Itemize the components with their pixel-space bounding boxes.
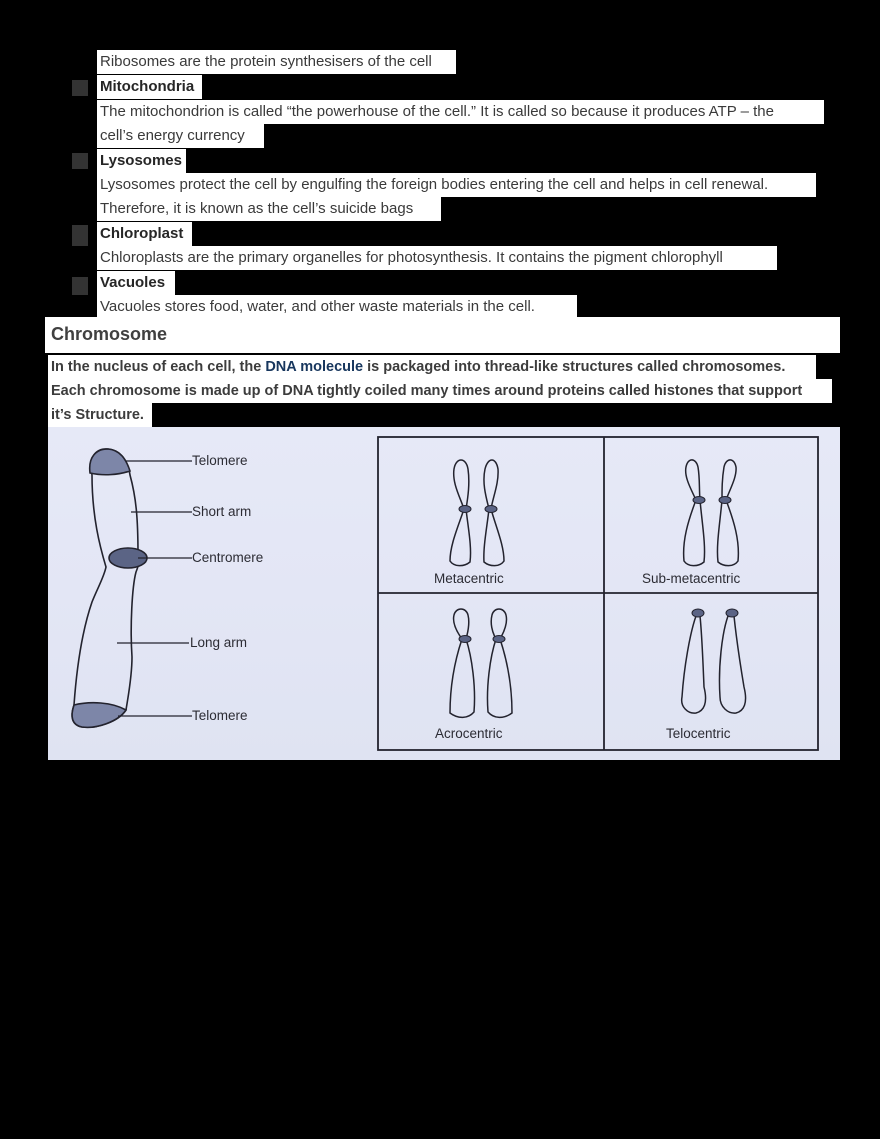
bullet-square-icon [72, 153, 88, 169]
telomere-top-shape [90, 449, 130, 475]
label-submetacentric: Sub-metacentric [642, 571, 741, 586]
label-telomere-top: Telomere [192, 453, 248, 468]
bullet-square-icon [72, 277, 88, 295]
section-heading-chromosome: Chromosome [45, 317, 840, 353]
dna-molecule-highlight: DNA molecule [265, 359, 364, 375]
bullet-square-icon [72, 80, 88, 96]
organelle-title-vacuoles: Vacuoles [97, 271, 175, 295]
organelle-description-line: cell’s energy currency [97, 124, 264, 148]
telomere-bottom-shape [72, 703, 126, 728]
label-centromere: Centromere [192, 550, 264, 565]
organelle-title-mitochondria: Mitochondria [97, 75, 202, 99]
organelle-description-line: Lysosomes protect the cell by engulfing the foreign bodies entering the cell and helps in cell renewal. [97, 173, 816, 197]
chromosome-paragraph-line [48, 355, 816, 379]
ribosomes-description: Ribosomes are the protein synthesisers of the cell [97, 50, 456, 74]
chromosome-diagram-graphic [48, 427, 840, 760]
label-telomere-bottom: Telomere [192, 708, 248, 723]
chromosome-paragraph-line: Each chromosome is made up of DNA tightly coiled many times around proteins called histones that support [48, 379, 832, 403]
organelle-title-lysosomes: Lysosomes [97, 149, 186, 173]
label-acrocentric: Acrocentric [435, 726, 503, 741]
organelle-title-chloroplast: Chloroplast [97, 222, 192, 246]
chromosome-paragraph-line: it’s Structure. [48, 403, 152, 427]
label-metacentric: Metacentric [434, 571, 504, 586]
paragraph-text: is packaged into thread-like structures called chromosomes. [363, 359, 786, 375]
organelle-description-line: The mitochondrion is called “the powerhouse of the cell.” It is called so because it produces ATP – the [97, 100, 824, 124]
organelle-description-line: Therefore, it is known as the cell’s suicide bags [97, 197, 441, 221]
telocentric-chromosome-pair [682, 616, 746, 713]
metacentric-chromosome-pair [450, 460, 504, 566]
paragraph-text: In the nucleus of each cell, the [51, 359, 266, 375]
submetacentric-chromosome-pair [684, 460, 739, 566]
chromosome-structure-figure [48, 427, 840, 760]
organelle-description-line: Vacuoles stores food, water, and other waste materials in the cell. [97, 295, 577, 319]
bullet-square-icon [72, 225, 88, 246]
label-long-arm: Long arm [190, 635, 248, 650]
label-telocentric: Telocentric [666, 726, 731, 741]
label-short-arm: Short arm [192, 504, 252, 519]
organelle-description-line: Chloroplasts are the primary organelles for photosynthesis. It contains the pigment chlorophyll [97, 246, 777, 270]
acrocentric-chromosome-pair [450, 609, 512, 717]
